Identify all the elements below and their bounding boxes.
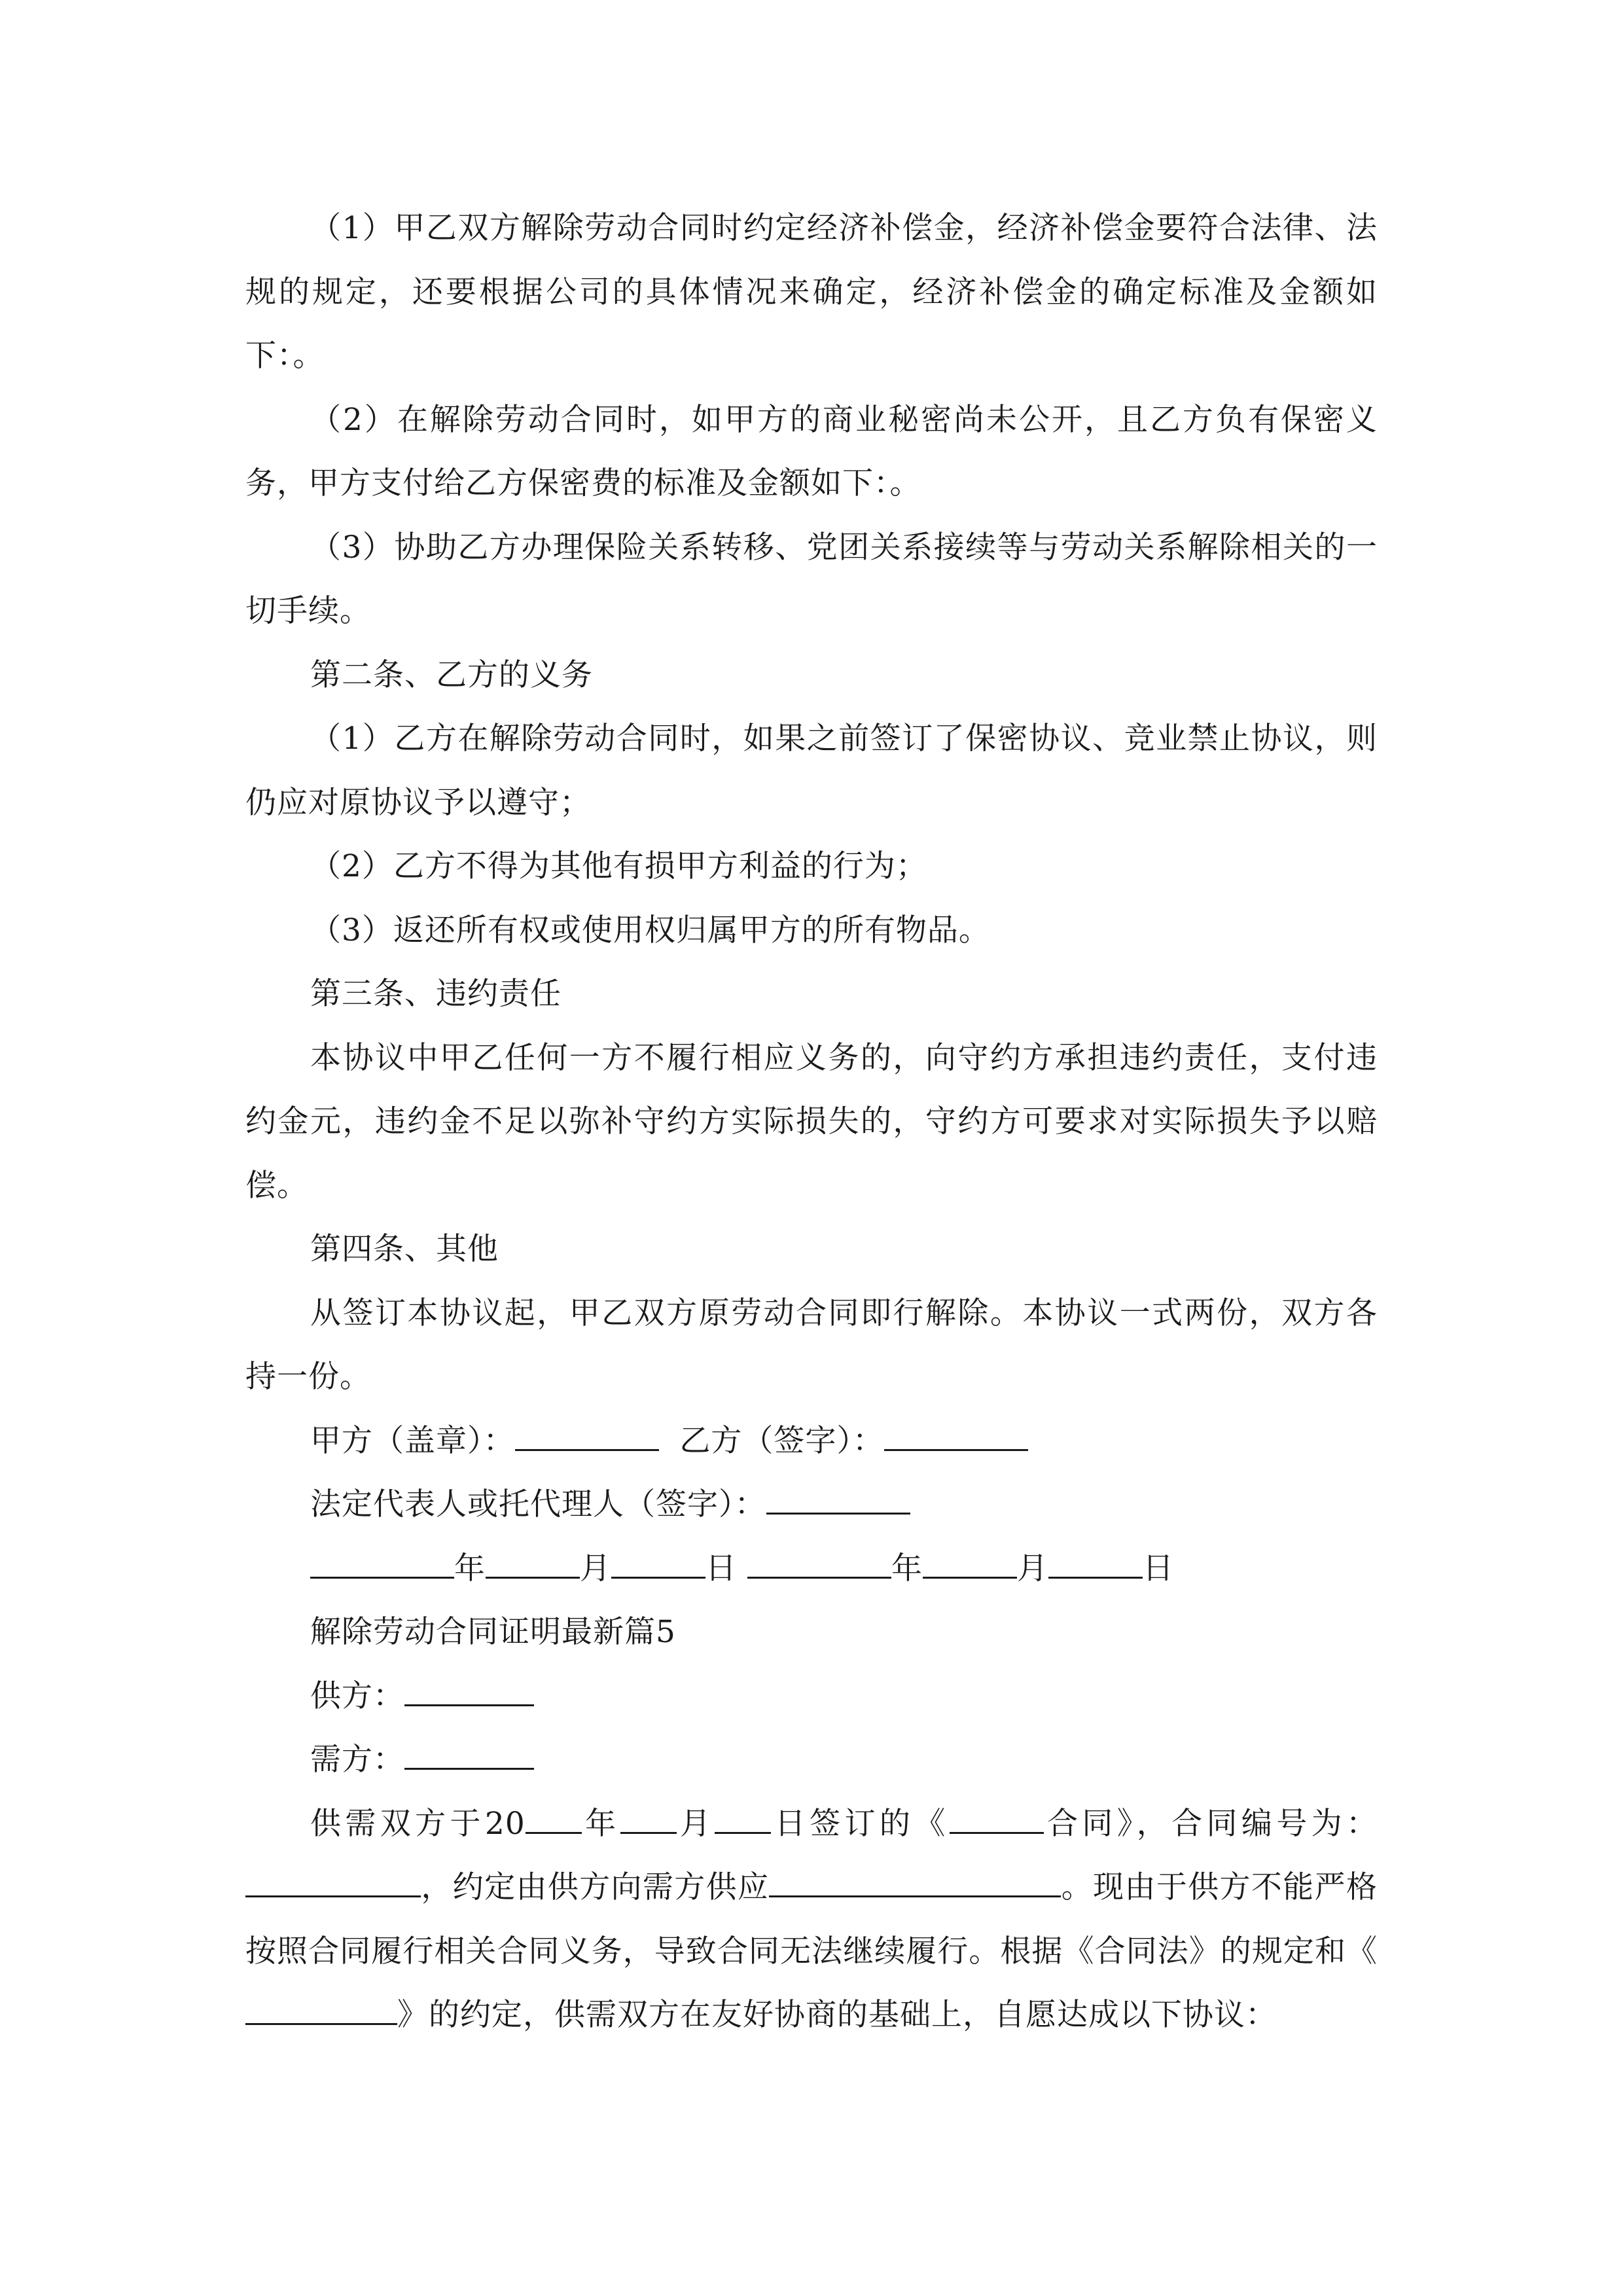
representative-signature-blank <box>766 1486 910 1515</box>
clause-2-item-2: （2）乙方不得为其他有损甲方利益的行为； <box>310 848 927 884</box>
party-a-signature-blank <box>515 1423 659 1451</box>
contract-number-blank <box>245 1869 421 1897</box>
party-a-label: 甲方（盖章）： <box>310 1422 515 1459</box>
agreement-text-part-2: 日签订的《 <box>771 1805 950 1842</box>
demander-line <box>245 1728 1378 1792</box>
agreement-day-blank <box>715 1806 771 1834</box>
date-year-blank-a <box>310 1551 454 1579</box>
agreement-year-label: 年 <box>581 1805 620 1842</box>
date-day-blank-b <box>1048 1551 1143 1579</box>
clause-2-item-3: （3）返还所有权或使用权归属甲方的所有物品。 <box>310 912 990 948</box>
date-line <box>245 1537 1378 1601</box>
section-title: 解除劳动合同证明最新篇5 <box>310 1614 676 1650</box>
supply-agreement-text <box>245 1792 1378 2047</box>
date-month-blank-b <box>923 1551 1017 1579</box>
document-body <box>245 196 1378 2047</box>
month-label-b: 月 <box>1016 1550 1048 1587</box>
demander-blank <box>404 1742 534 1770</box>
year-label-a: 年 <box>454 1550 486 1587</box>
supplier-line <box>245 1664 1378 1729</box>
article-2-heading: 第二条、乙方的义务 <box>310 656 593 693</box>
signature-line-representative <box>245 1473 1378 1537</box>
date-month-blank-a <box>486 1551 580 1579</box>
agreement-text-part-4: ，约定由供方向需方供应 <box>421 1869 770 1905</box>
referenced-contract-blank <box>245 1997 397 2025</box>
date-year-blank-b <box>747 1551 891 1579</box>
supplier-blank <box>404 1678 534 1706</box>
article-3-heading: 第三条、违约责任 <box>310 976 562 1012</box>
clause-2-item-1: （1）乙方在解除劳动合同时，如果之前签订了保密协议、竞业禁止协议，则仍应对原协议予以遵守； <box>245 721 1378 821</box>
agreement-text-part-6: 》的约定，供需双方在友好协商的基础上，自愿达成以下协议： <box>397 1997 1277 2033</box>
agreement-text-part-1: 供需双方于20 <box>310 1805 526 1842</box>
contract-name-blank <box>950 1806 1044 1834</box>
day-label-b: 日 <box>1142 1550 1174 1587</box>
representative-label: 法定代表人或托代理人（签字）： <box>310 1486 766 1522</box>
day-label-a: 日 <box>705 1550 737 1587</box>
clause-1-item-2: （2）在解除劳动合同时，如甲方的商业秘密尚未公开，且乙方负有保密义务，甲方支付给乙方保密费的标准及金额如下：。 <box>245 401 1378 501</box>
agreement-year-blank <box>526 1806 582 1834</box>
agreement-month-blank <box>620 1806 677 1834</box>
party-b-signature-blank <box>884 1423 1028 1451</box>
other-terms-text: 从签订本协议起，甲乙双方原劳动合同即行解除。本协议一式两份，双方各持一份。 <box>245 1295 1378 1395</box>
breach-liability-text: 本协议中甲乙任何一方不履行相应义务的，向守约方承担违约责任，支付违约金元，违约金不足以弥补守约方实际损失的，守约方可要求对实际损失予以赔偿。 <box>245 1039 1378 1204</box>
month-label-a: 月 <box>580 1550 611 1587</box>
supply-goods-blank <box>769 1869 1061 1897</box>
supplier-label: 供方： <box>310 1677 404 1714</box>
signature-line-parties <box>245 1409 1378 1473</box>
article-4-heading: 第四条、其他 <box>310 1231 499 1267</box>
demander-label: 需方： <box>310 1742 404 1778</box>
party-b-label: 乙方（签字）： <box>679 1422 884 1459</box>
clause-1-item-1: （1）甲乙双方解除劳动合同时约定经济补偿金，经济补偿金要符合法律、法规的规定，还要根据公司的具体情况来确定，经济补偿金的确定标准及金额如下：。 <box>245 210 1378 374</box>
agreement-text-part-3: 合同》，合同编号为： <box>1043 1805 1378 1842</box>
year-label-b: 年 <box>891 1550 923 1587</box>
clause-1-item-3: （3）协助乙方办理保险关系转移、党团关系接续等与劳动关系解除相关的一切手续。 <box>245 529 1378 629</box>
agreement-text-part-5: 。现由于供方不能严格按照合同履行相关合同义务，导致合同无法继续履行。根据《合同法》的规定和《 <box>245 1869 1378 1969</box>
date-day-blank-a <box>611 1551 705 1579</box>
agreement-month-label: 月 <box>676 1805 715 1842</box>
